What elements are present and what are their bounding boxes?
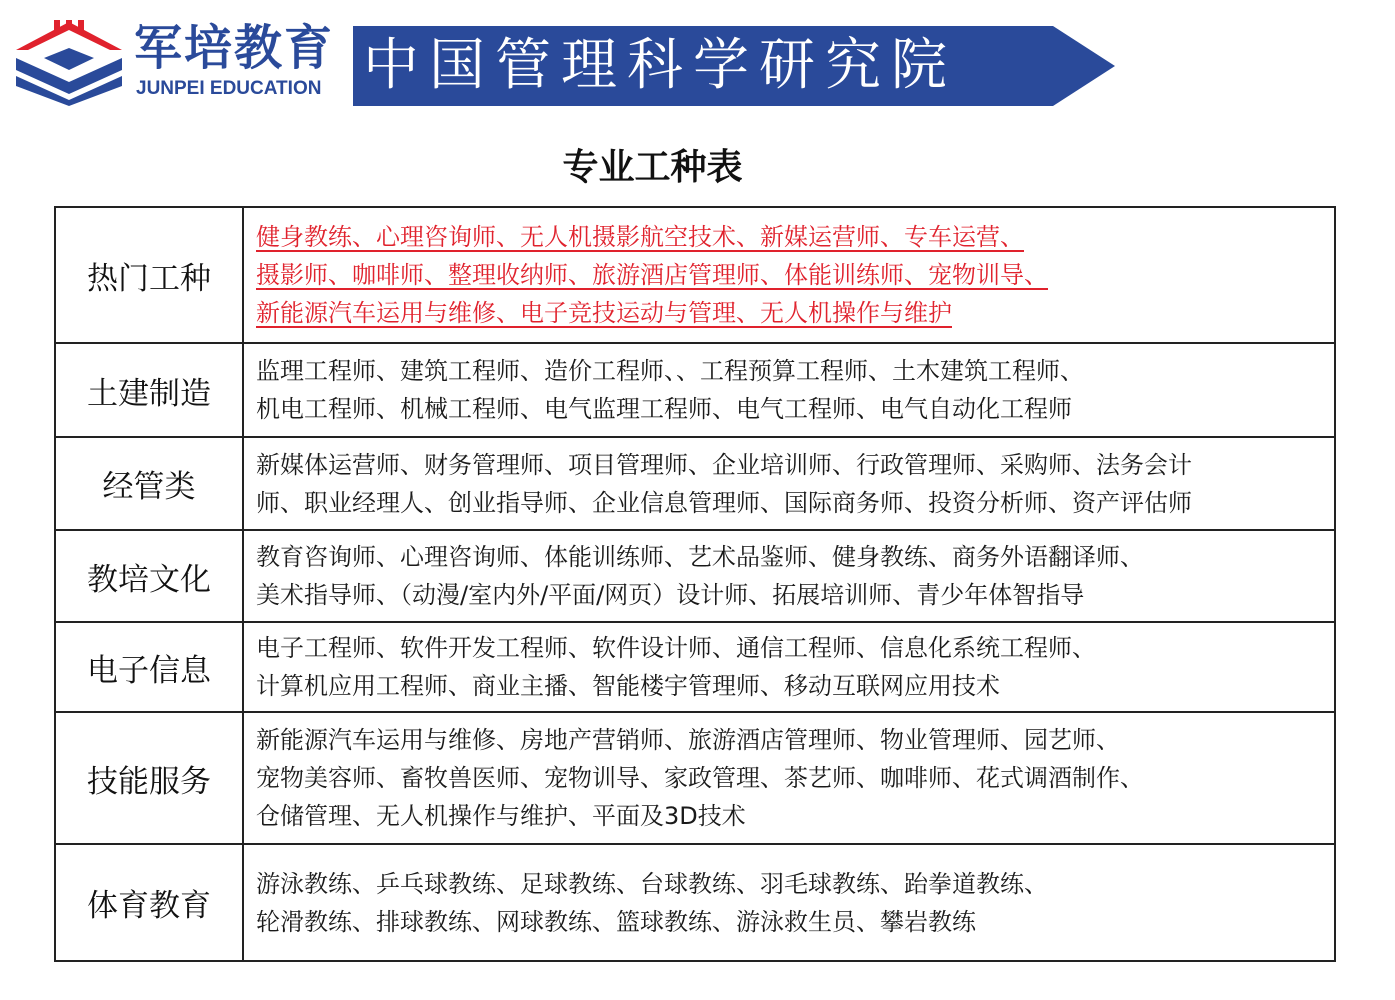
occupation-table — [54, 206, 1336, 962]
institute-banner — [353, 26, 1115, 106]
occupation-line: 新能源汽车运用与维修、房地产营销师、旅游酒店管理师、物业管理师、园艺师、 — [256, 726, 1120, 754]
brand-name-cn: 军培教育 — [134, 20, 335, 76]
occupation-list-cell — [256, 438, 1296, 529]
occupation-line[interactable]: 新能源汽车运用与维修、电子竞技运动与管理、无人机操作与维护 — [256, 299, 952, 327]
table-row — [56, 342, 1334, 436]
occupation-line: 仓储管理、无人机操作与维护、平面及3D技术 — [256, 802, 746, 830]
category-cell: 技能服务 — [56, 713, 244, 843]
category-cell: 体育教育 — [56, 845, 244, 960]
category-cell: 热门工种 — [56, 208, 244, 342]
occupation-line: 师、职业经理人、创业指导师、企业信息管理师、国际商务师、投资分析师、资产评估师 — [256, 488, 1192, 517]
category-cell: 电子信息 — [56, 623, 244, 711]
category-cell: 土建制造 — [56, 344, 244, 436]
table-row — [56, 436, 1334, 529]
page-title: 专业工种表 — [562, 147, 743, 188]
table-row — [56, 621, 1334, 711]
table-row — [56, 843, 1334, 960]
occupation-text — [256, 629, 1096, 705]
occupation-line[interactable]: 健身教练、心理咨询师、无人机摄影航空技术、新媒运营师、专车运营、 — [256, 223, 1024, 251]
occupation-line: 监理工程师、建筑工程师、造价工程师、、工程预算工程师、土木建筑工程师、 — [256, 357, 1084, 385]
hot-occupations-text — [256, 218, 1048, 332]
table-row — [56, 529, 1334, 621]
occupation-line: 游泳教练、乒乓球教练、足球教练、台球教练、羽毛球教练、跆拳道教练、 — [256, 869, 1048, 898]
occupation-line: 电子工程师、软件开发工程师、软件设计师、通信工程师、信息化系统工程师、 — [256, 634, 1096, 662]
banner-title: 中国管理科学研究院 — [363, 33, 957, 98]
occupation-list-cell — [256, 208, 1296, 342]
brand-name-en: JUNPEI EDUCATION — [136, 78, 322, 99]
occupation-list-cell — [256, 713, 1296, 843]
occupation-list-cell — [256, 531, 1296, 621]
header — [0, 0, 1395, 120]
occupation-line: 计算机应用工程师、商业主播、智能楼宇管理师、移动互联网应用技术 — [256, 672, 1000, 700]
occupation-line: 轮滑教练、排球教练、网球教练、篮球教练、游泳救生员、攀岩教练 — [256, 907, 976, 936]
occupation-list-cell — [256, 623, 1296, 711]
occupation-text — [256, 721, 1144, 835]
occupation-text — [256, 538, 1144, 614]
occupation-line[interactable]: 摄影师、咖啡师、整理收纳师、旅游酒店管理师、体能训练师、宠物训导、 — [256, 261, 1048, 289]
occupation-list-cell — [256, 845, 1296, 960]
occupation-line: 教育咨询师、心理咨询师、体能训练师、艺术品鉴师、健身教练、商务外语翻译师、 — [256, 543, 1144, 571]
occupation-line: 机电工程师、机械工程师、电气监理工程师、电气工程师、电气自动化工程师 — [256, 395, 1072, 423]
table-row — [56, 711, 1334, 843]
occupation-text — [256, 446, 1192, 522]
occupation-line: 新媒体运营师、财务管理师、项目管理师、企业培训师、行政管理师、采购师、法务会计 — [256, 450, 1192, 479]
occupation-line: 美术指导师、（动漫/室内外/平面/网页）设计师、拓展培训师、青少年体智指导 — [256, 581, 1085, 609]
occupation-list-cell — [256, 344, 1296, 436]
occupation-line: 宠物美容师、畜牧兽医师、宠物训导、家政管理、茶艺师、咖啡师、花式调酒制作、 — [256, 764, 1144, 792]
occupation-text — [256, 865, 1048, 941]
table-row — [56, 208, 1334, 342]
category-cell: 教培文化 — [56, 531, 244, 621]
category-cell: 经管类 — [56, 438, 244, 529]
occupation-text — [256, 352, 1084, 428]
junpei-logo-icon — [14, 20, 124, 106]
